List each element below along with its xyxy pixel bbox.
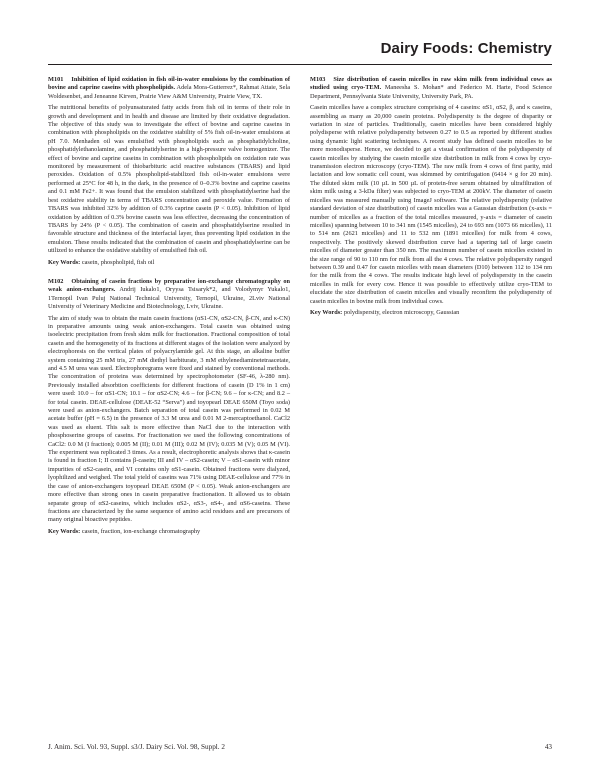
- abstract-id: M101: [48, 76, 64, 83]
- abstract-authors: Andrij Iukalo1, Oryysa Tsisaryk*2, and Volodymyr Yukalo1, 1Ternopil Ivan Puluj National Technical University, Ternopil, Ukraine, 2Lviv National University of Veterinary Medicine and Biotechnology, Lviv, Ukraine.: [48, 286, 290, 311]
- keywords: [48, 259, 290, 267]
- keywords-text: casein, phospholipid, fish oil: [81, 258, 155, 266]
- abstract-id: M103: [310, 76, 326, 83]
- keywords-label: Key Words:: [310, 308, 343, 316]
- abstract-m102: [48, 278, 290, 536]
- abstract-title: Inhibition of lipid oxidation in fish oil-in-water emulsions by the combination of bovine and caprine caseins with phospholipids.: [48, 76, 290, 92]
- keywords-text: polydispersity, electron microscopy, Gaussian: [343, 308, 460, 316]
- journal-citation: J. Anim. Sci. Vol. 93, Suppl. s3/J. Dairy Sci. Vol. 98, Suppl. 2: [48, 743, 225, 751]
- page-number: 43: [544, 743, 552, 751]
- section-title: Dairy Foods: Chemistry: [380, 40, 552, 57]
- abstract-body: The nutritional benefits of polyunsaturated fatty acids from fish oil in terms of their role in growth and development and in health and disease are limited by their oxidative degradation. The objective of this study was to investigate the effect of bovine and caprine caseins in combination with phospholipids on the oxidative stability of 5% fish oil-in-water emulsions at pH 7.0. Menhaden oil was emulsified with phospholipids such as phosphatidylcholine, phosphatidylethanolamine, and phosphatidylserine in a high-pressure valve homogenizer. The effect of bovine and caprine caseins in combination with phospholipids on oxidation rate was monitored by measurement of thiobarbituric acid reactive substances (TBARS) and lipid peroxides. Oxidation of 0.5% phospholipid-stabilized fish oil-in-water emulsions were performed at 25°C for 48 h, in the dark, in the presence of 0–0.3% bovine and caprine caseins and 0.1 mM Fe2+. It was found that the emulsion stabilized with phosphatidylserine had the best oxidative stability in terms of TBARS concentration and peroxide value. Formation of TBARS was inhibited 32% by addition of 0.3% caprine casein (P < 0.05). Inhibition of lipid oxidation by addition of 0.3% bovine casein was less effective, decreasing the concentration of TBARS by 24% (P < 0.05). The combination of casein and phosphatidylserine resulted in favorable structure and thickness of the interfacial layer, thus preventing lipid oxidation in the emulsion. These results indicated that the combination of casein and phosphatidylserine can be utilized to enhance the oxidative stability of emulsified fish oil.: [48, 104, 290, 255]
- keywords-label: Key Words:: [48, 527, 81, 535]
- abstract-m101: [48, 76, 290, 267]
- page-header: [48, 28, 552, 65]
- abstract-heading: [310, 76, 552, 101]
- keywords: [48, 528, 290, 536]
- keywords-label: Key Words:: [48, 258, 81, 266]
- abstract-authors: Maneesha S. Mohan* and Federico M. Harte, Food Science Department, Pennsylvania State University, University Park, PA.: [310, 84, 552, 100]
- abstract-heading: [48, 76, 290, 101]
- abstract-m103: [310, 76, 552, 317]
- abstract-body: The aim of study was to obtain the main casein fractions (αS1-CN, αS2-CN, β-CN, and κ-CN) in preparative amounts using weak anion-exchangers. Total casein was obtained using isoelectric precipitation from fresh skim milk for fractionation. Fractional composition of total casein and the homogeneity of its fractions at different stages of the isolation were analyzed by electrophoresis on the vertical plates of polyacrylamide gel. At this stage, an alkaline buffer system containing 25 mM tris, 27 mM diethyl barbiturate, 3 mM ethylenediaminetetraacetate, and 4.5 M urea was used. Electrophoregrams were fixed and stained by conventional methods. The concentration of proteins was determined by spectrophotometer (SF-46, λ-280 nm). Previously installed absorbtion coefficients for different fractions of casein (D 1% in 1 cm) were used: 10.0 – for αS1-CN; 10.1 – for αS2-CN; 4.6 – for β-CN; 9.6 – for κ-CN; and 8.2 – for total casein. DEAE-cellulose (DEAE-52 “Serva”) and toyopearl DEAE 650M (Toyo soda) were used as anion-exchangers. Batch separation of total casein was performed in 0.02 M acetate buffer (pH = 6.5) in the presence of 3.3 M urea and 0.01 M 2-mercaptoethanol. CaCl2 was used as eluent. This salt is more effective than NaCl due to the interaction with phosphoserine groups of caseins. For fractionation we used the following concentrations of CaCl2: 0.0 M (I fraction); 0.005 M (II); 0.01 M (III); 0.02 M (IV); 0.035 M (V); 0.05 M (VI). The experiment was replicated 3 times. As a result, electrophoretic analysis shows that κ-casein is found in fraction I; II contains β-casein; III and IV – αS2-casein; V – αS1-casein with minor impurities of αS2-casein, and VI contains only αS1-casein. Obtained fractions were dialyzed, lyophilized and weighed. The total yield of caseins was 71% using DEAE-cellulose and 77% in the case of anion-exchangers toyopearl DEAE 650M (P < 0.05). Weak anion-exchangers are more effective than strong ones in casein preparative fractionation. It allowed us to obtain separate group of αS2-caseins, which includes αS2-, αS3-, αS4-, and αS6-caseins. These fractions are characterized by the same sequence of amino acid residues and are precursors of many original bioactive peptides.: [48, 314, 290, 524]
- abstract-authors: Adela Mora-Gutierrez*, Rahmat Attaie, Sela Woldesenbet, and Jeneanne Kirven, Prairie View A&M University, Prairie View, TX.: [48, 84, 290, 100]
- keywords-text: casein, fraction, ion-exchange chromatography: [81, 527, 201, 535]
- left-column: [48, 76, 290, 547]
- abstract-title: Obtaining of casein fractions by preparative ion-exchange chromatography on weak anion-exchangers.: [48, 277, 290, 294]
- abstract-id: M102: [48, 277, 64, 285]
- right-column: [310, 76, 552, 328]
- abstract-heading: [48, 278, 290, 312]
- abstract-body: Casein micelles have a complex structure comprising of 4 caseins: αS1, αS2, β, and κ caseins, assembling as many as 20,000 casein proteins. Polydispersity is the degree of disparity or variation in size of particles. Traditionally, casein micelles have been considered highly polydisperse with relative polydispersity between 0.27 to 0.5 as reported by different studies using dynamic light scattering techniques. A recent study has defined casein micelles to be more monodisperse. Hence, we decided to get a visual confirmation of the polydispersity of casein micelles by studying the casein micelle size distribution in milk from 4 cows by cryo-transmission electron microscopy (cryo-TEM). The raw milk from 4 cows of first parity, mid lactation and low somatic cell count, was skimmed by centrifugation (6414 × g for 20 min). The diluted skim milk (10 µL in 500 µL of protein-free serum obtained by ultrafiltration of skim milk using a 3-kDa filter) was subjected to cryo-TEM at 200kV. The diameter of casein micelles was measured manually using ImageJ software. The relative polydispersity (relative standard deviation of size distribution) of casein micelles was a Gaussian distribution (x-axis = number of micelles as a fraction of the total micelles measured, y-axis = diameter of casein micelles) spanning between 10 to 341 nm (1545 micelles), 24 to 693 nm (1073 66 micelles), 11 to 514 nm (2621 micelles) and 11 to 532 nm (1891 micelles) for milk from 4 cows, respectively. The positively skewed distribution curve had a tapering tail of large casein micelles of diameter greater than 350 nm. The maximum number of casein micelles existed in the size range of 90 to 110 nm for milk from all the 4 cows. The relative polydispersity ranged between 0.39 and 0.47 for casein micelles with mean diameters (D10) between 112 to 134 nm for the milk from the 4 cows. The results indicate high level of polydispersity in the casein micelles in milk for every cow. Hence it was possible to effectively utilize cryo-TEM to elucidate the size distribution of casein micelles and visually reconfirm the polydispersity of casein micelles in bovine milk from individual cows.: [310, 104, 552, 305]
- abstract-title: Size distribution of casein micelles in raw skim milk from individual cows as studied using cryo-TEM.: [310, 76, 552, 92]
- keywords: [310, 309, 552, 317]
